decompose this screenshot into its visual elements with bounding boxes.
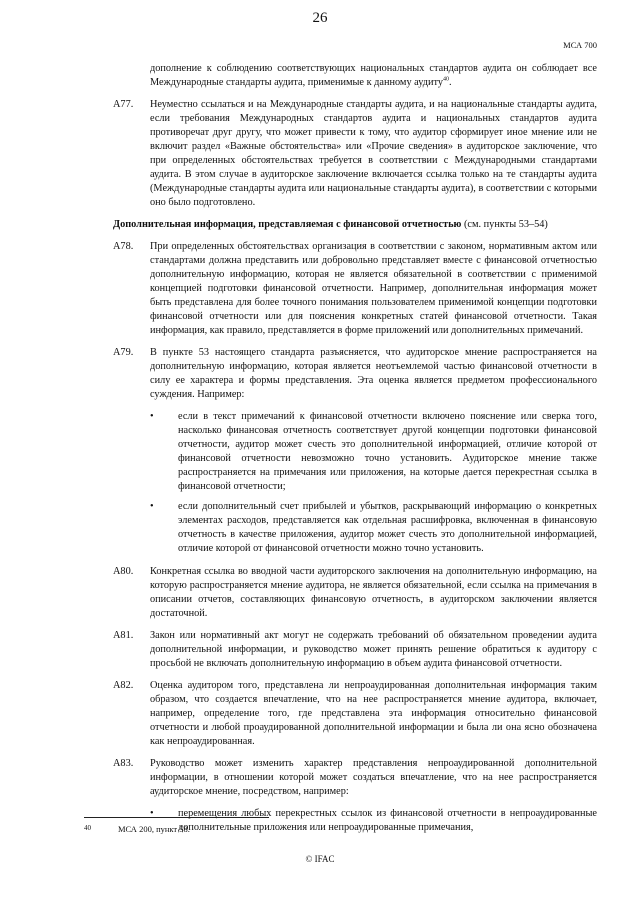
section-heading-bold: Дополнительная информация, представляемая с финансовой отчетностью [113,219,462,231]
continuation-end: . [448,77,452,89]
bullet-icon: • [150,411,154,423]
bullet-item [150,500,597,556]
footnote-number: 40 [84,824,91,832]
paragraph-label: A78. [113,240,134,252]
paragraph [113,98,597,210]
paragraph-label: A82. [113,679,134,691]
paragraph-label: A81. [113,629,134,641]
paragraph [113,565,597,621]
document-code: МСА 700 [563,40,597,50]
page-number: 26 [312,10,328,26]
continuation-paragraph [150,62,597,90]
bullet-list [150,807,597,835]
bullet-item [150,410,597,494]
paragraph-text: В пункте 53 настоящего стандарта разъясняется, что аудиторское мнение распространяется на дополнительную информацию, которая является неотъемлемой частью финансовой отчетности в силу ее характера и формы представления. Эта оценка является предметом профессионального суждения. Например: [150,346,597,400]
paragraph-text: Закон или нормативный акт могут не содержать требований об обязательном проведении аудита дополнительной информации, и руководство может принять решение обратиться к аудитору с просьбой не включать дополнительную информацию в объем аудита финансовой отчетности. [150,629,597,669]
copyright-footer: © IFAC [305,854,335,864]
section-heading [113,218,597,232]
footnote-reference[interactable]: 40 [442,76,449,83]
paragraph [113,629,597,671]
bullet-text: перемещения любых перекрестных ссылок из финансовой отчетности в непроаудированные дополнительные приложения или непроаудированные примечания, [178,808,597,834]
footnote-text: МСА 200, пункт 58. [118,824,190,834]
paragraph-group-b [113,240,597,836]
section-heading-reference: (см. пункты 53–54) [461,219,548,231]
paragraph-text: Руководство может изменить характер представления непроаудированной дополнительной информации, в отношении которой может создаться впечатление, что на нее распространяется аудиторское мнение, посредством, например: [150,758,597,798]
paragraph-text: Конкретная ссылка во вводной части аудиторского заключения на дополнительную информацию, на которую распространяется мнение аудитора, не является обязательной, если ссылка на примечания в описании отчетов, составляющих финансовую отчетность, в аудиторском заключении является достаточной. [150,565,597,619]
paragraph-text: Оценка аудитором того, представлена ли непроаудированная дополнительная информация таким образом, что создается впечатление, что на нее распространяется мнение аудитора, включает, например, определение того, где представлена эта информация относительно финансовой отчетности и любой проаудированной дополнительной информации и была ли она ясно обозначена как непроаудированная. [150,679,597,748]
page-content [113,62,597,843]
paragraph-label: A83. [113,758,134,770]
paragraph-label: A77. [113,99,134,111]
paragraph [113,757,597,835]
paragraph-text: Неуместно ссылаться и на Международные стандарты аудита, и на национальные стандарты аудита, если требования Международных стандартов аудита и национальных стандартов аудита противоречат друг другу, что может привести к тому, что аудитор сформирует иное мнение или не включит раздел «Важные обстоятельства» или «Прочие сведения» в аудиторское заключение, что при определенных обстоятельствах требуется в соответствии с Международными стандартами аудита. В этом случае в аудиторское заключение включается ссылка только на те стандарты аудита (Международные стандарты аудита или национальные стандарты аудита), в соответствии с которыми оно было подготовлено. [150,99,597,209]
continuation-text: дополнение к соблюдению соответствующих национальных стандартов аудита он соблюдает все Международные стандарты аудита, применимые к данному аудиту [150,63,597,89]
paragraph [113,679,597,749]
paragraph [113,240,597,338]
paragraph-label: A80. [113,565,134,577]
bullet-text: если в текст примечаний к финансовой отчетности включено пояснение или сверка того, насколько финансовая отчетность соответствует другой концепции подготовки финансовой отчетности, аудитор может счесть это дополнительной информацией, отличие которой от финансовой отчетности невозможно точно установить. Аудиторское мнение также распространяется на примечания или приложения, на которые дается перекрестная ссылка в финансовой отчетности; [178,411,597,493]
paragraph-text: При определенных обстоятельствах организация в соответствии с законом, нормативным актом или стандартами должна представить или добровольно представляет вместе с финансовой отчетностью дополнительную информацию, которая не является обязательной в соответствии с применимой концепцией подготовки финансовой отчетности. Например, дополнительная информация может быть представлена для более точного понимания пользователем применимой концепции подготовки финансовой отчетности или для пояснения конкретных статей финансовой отчетности. Такая информация, как правило, представляется в форме приложений или дополнительных примечаний. [150,240,597,336]
paragraph [113,346,597,557]
bullet-text: если дополнительный счет прибылей и убытков, раскрывающий информацию о конкретных элементах расходов, представляется как отдельная расшифровка, включенная в финансовую отчетность в качестве приложения, аудитор может счесть это дополнительной информацией, отличие которой от финансовой отчетности можно точно установить. [178,501,597,555]
footnote [84,824,190,834]
footnote-separator [84,817,269,818]
bullet-icon: • [150,808,154,820]
bullet-list [150,410,597,556]
bullet-icon: • [150,501,154,513]
paragraph-group-a [113,98,597,210]
paragraph-label: A79. [113,346,134,358]
